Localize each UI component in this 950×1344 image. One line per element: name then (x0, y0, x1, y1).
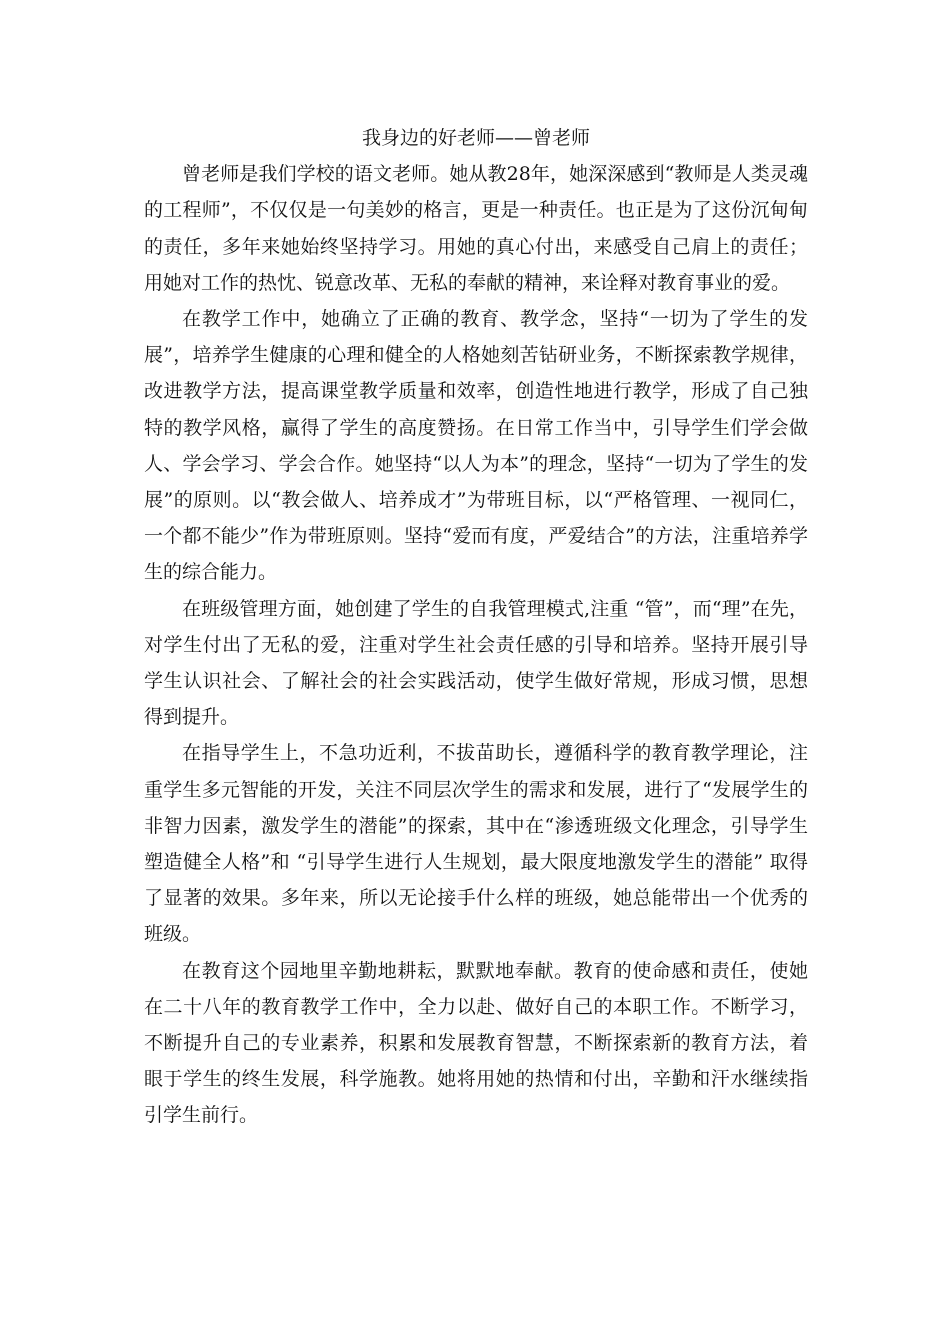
paragraph-intro: 曾老师是我们学校的语文老师。她从教28年，她深深感到“教师是人类灵魂的工程师”，不仅仅是一句美妙的格言，更是一种责任。也正是为了这份沉甸甸的责任，多年来她始终坚持学习。用她的真心付出，来感受自己肩上的责任；用她对工作的热忱、锐意改革、无私的奉献的精神，来诠释对教育事业的爱。 (144, 163, 808, 294)
document-body (144, 120, 808, 1134)
paragraph-teaching-work: 在教学工作中，她确立了正确的教育、教学念，坚持“一切为了学生的发展”，培养学生健康的心理和健全的人格她刻苦钻研业务，不断探索教学规律，改进教学方法，提高课堂教学质量和效率，创造性地进行教学，形成了自己独特的教学风格，赢得了学生的高度赞扬。在日常工作当中，引导学生们学会做人、学会学习、学会合作。她坚持“以人为本”的理念，坚持“一切为了学生的发展”的原则。以“教会做人、培养成才”为带班目标，以“严格管理、一视同仁，一个都不能少”作为带班原则。坚持“爱而有度，严爱结合”的方法，注重培养学生的综合能力。 (144, 308, 808, 584)
paragraph-class-management: 在班级管理方面，她创建了学生的自我管理模式,注重 “管”，而“理”在先，对学生付出了无私的爱，注重对学生社会责任感的引导和培养。坚持开展引导学生认识社会、了解社会的社会实践活动，使学生做好常规，形成习惯，思想得到提升。 (144, 597, 808, 729)
document-title: 我身边的好老师——曾老师 (361, 127, 590, 149)
paragraph-dedication: 在教育这个园地里辛勤地耕耘，默默地奉献。教育的使命感和责任，使她在二十八年的教育教学工作中，全力以赴、做好自己的本职工作。不断学习，不断提升自己的专业素养，积累和发展教育智慧，不断探索新的教育方法，着眼于学生的终生发展，科学施教。她将用她的热情和付出，辛勤和汗水继续指引学生前行。 (144, 959, 808, 1127)
paragraph-student-guidance: 在指导学生上，不急功近利，不拔苗助长，遵循科学的教育教学理论，注重学生多元智能的开发，关注不同层次学生的需求和发展，进行了“发展学生的非智力因素，激发学生的潜能”的探索，其中在“渗透班级文化理念，引导学生塑造健全人格”和 “引导学生进行人生规划，最大限度地激发学生的潜能” 取得了显著的效果。多年来，所以无论接手什么样的班级，她总能带出一个优秀的班级。 (144, 742, 808, 946)
